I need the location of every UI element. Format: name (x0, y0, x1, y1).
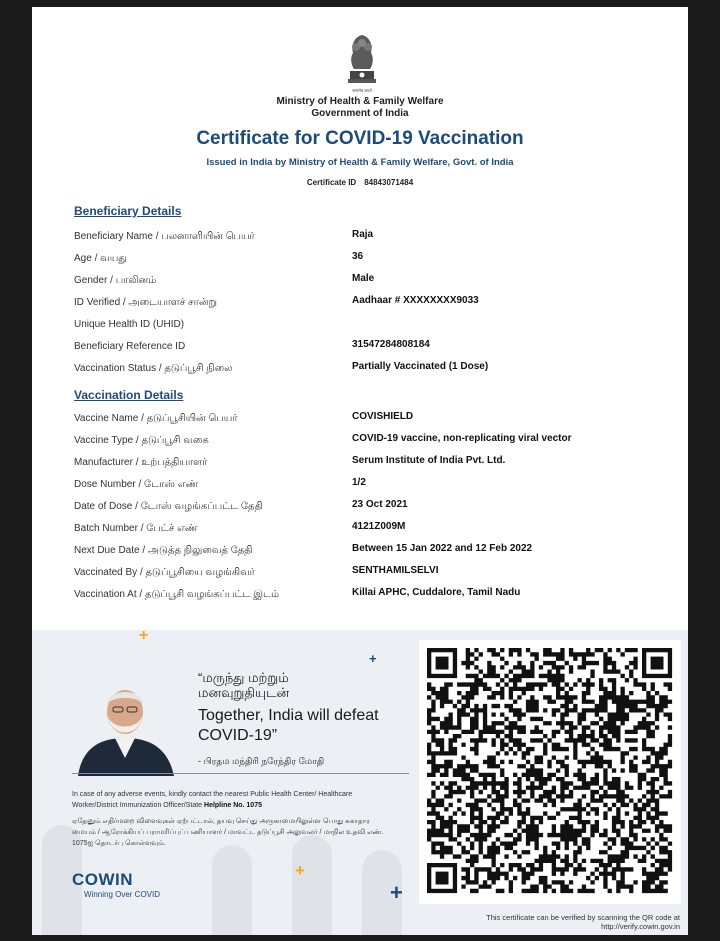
field-value: 1/2 (352, 477, 366, 488)
quote-tamil-line2: மனவுறுதியுடன் (198, 685, 290, 700)
beneficiary-row (74, 297, 674, 315)
field-label: Vaccination At / தடுப்பூசி வழங்கப்பட்ட இடம் (74, 589, 279, 600)
beneficiary-row (74, 275, 674, 293)
qr-finder-center (436, 872, 449, 885)
beneficiary-row (74, 231, 674, 249)
field-label: Beneficiary Reference ID (74, 341, 186, 352)
vaccination-section-title: Vaccination Details (74, 388, 184, 402)
field-label: Gender / பாலினம் (74, 275, 157, 286)
ministry-name: Ministry of Health & Family Welfare (276, 96, 444, 107)
field-label: Date of Dose / டோஸ் வழங்கப்பட்ட தேதி (74, 501, 263, 512)
field-label: Vaccinated By / தடுப்பூசியை வழங்கிவர் (74, 567, 255, 578)
plus-decoration-icon: + (139, 630, 149, 644)
field-value: Killai APHC, Cuddalore, Tamil Nadu (352, 587, 521, 598)
cowin-logo-text: COWIN (72, 870, 134, 889)
government-name: Government of India (311, 108, 409, 119)
national-emblem-icon (342, 31, 382, 97)
beneficiary-row (74, 363, 674, 381)
vaccination-row (74, 413, 674, 431)
plus-decoration-icon: + (390, 880, 403, 905)
field-label: Next Due Date / அடுத்த நிலுவைத் தேதி (74, 545, 253, 556)
field-value: 4121Z009M (352, 521, 406, 532)
qr-finder-center (436, 657, 449, 670)
vaccination-row (74, 523, 674, 541)
cowin-tagline: Winning Over COVID (84, 890, 161, 899)
field-value: COVID-19 vaccine, non-replicating viral vector (352, 433, 572, 444)
ministry-heading (32, 96, 688, 120)
vaccination-row (74, 567, 674, 585)
emblem-motto: सत्यमेव जयते (352, 88, 372, 93)
quote-english-line2: COVID-19” (198, 727, 278, 744)
field-value: Raja (352, 229, 374, 240)
field-value: 31547284808184 (352, 339, 430, 350)
beneficiary-row (74, 253, 674, 271)
field-label: Beneficiary Name / பலனாளியின் பெயர் (74, 231, 255, 242)
adverse-events-notice (72, 789, 392, 849)
field-value: SENTHAMILSELVI (352, 565, 439, 576)
field-label: Age / வயது (74, 253, 127, 264)
qr-finder-center (651, 657, 664, 670)
background-figure (292, 835, 332, 935)
field-label: Manufacturer / உற்பத்தியாளர் (74, 457, 208, 468)
plus-decoration-icon: + (369, 651, 377, 666)
notice-english: In case of any adverse events, kindly contact the nearest Public Health Center/ Healthcare Worker/District Immunization Officer/State (72, 791, 353, 809)
notice-tamil: ஏதேனும் எதிர்மறை விளைவுகள் ஏற்பட்டால், தயவு செய்து அருகாமையிலுள்ள பொது சுகாதார மையம் / ஆரோக்கியப் பராமரிப்புப் பணியாளர் / மாவட்ட தடுப்பூசி அலுவலர் / மாநில உதவி எண். 1075ஐ தொடர்பு கொள்ளவும். (72, 818, 384, 847)
plus-decoration-icon: + (295, 861, 305, 880)
vaccination-row (74, 545, 674, 563)
background-figure (212, 845, 252, 935)
field-label: Unique Health ID (UHID) (74, 319, 185, 330)
helpline-number: Helpline No. 1075 (204, 802, 262, 809)
vaccination-row (74, 457, 674, 475)
field-value: 23 Oct 2021 (352, 499, 408, 510)
certificate-footer (32, 630, 688, 935)
field-value: Serum Institute of India Pvt. Ltd. (352, 455, 506, 466)
divider (72, 773, 409, 774)
field-label: Batch Number / பேட்ச் எண் (74, 523, 198, 534)
beneficiary-row (74, 341, 674, 359)
certificate-id-label: Certificate ID (306, 178, 357, 187)
quote-block (198, 670, 428, 768)
vaccination-row (74, 589, 674, 607)
certificate-id-value: 84843071484 (364, 178, 414, 187)
field-label: ID Verified / அடையாளச் சான்று (74, 297, 217, 308)
beneficiary-row (74, 319, 674, 337)
field-label: Vaccination Status / தடுப்பூசி நிலை (74, 363, 233, 374)
field-value: Partially Vaccinated (1 Dose) (352, 361, 489, 372)
field-label: Vaccine Name / தடுப்பூசியின் பெயர் (74, 413, 238, 424)
certificate-title: Certificate for COVID-19 Vaccination (196, 128, 524, 149)
vaccination-row (74, 501, 674, 519)
vaccination-row (74, 479, 674, 497)
field-label: Vaccine Type / தடுப்பூசி வகை (74, 435, 209, 446)
field-value: Between 15 Jan 2022 and 12 Feb 2022 (352, 543, 533, 554)
quote-english-line1: Together, India will defeat (198, 707, 379, 724)
field-value: 36 (352, 251, 364, 262)
certificate-sheet (32, 7, 688, 935)
certificate-id (32, 178, 688, 187)
verification-note: This certificate can be verified by scanning the QR code at http://verify.cowin.gov.in (486, 913, 680, 931)
beneficiary-section-title: Beneficiary Details (74, 204, 182, 218)
field-value: COVISHIELD (352, 411, 414, 422)
cowin-logo (72, 870, 160, 899)
quote-tamil-line1: “மருந்து மற்றும் (198, 670, 289, 685)
qr-code (419, 640, 681, 904)
quote-attribution: - பிரதம மந்திரி நரேந்திர மோதி (198, 756, 325, 766)
field-value: Male (352, 273, 375, 284)
field-value: Aadhaar # XXXXXXXX9033 (352, 295, 479, 306)
portrait-image (72, 676, 178, 776)
field-label: Dose Number / டோஸ் எண் (74, 479, 199, 490)
certificate-subtitle: Issued in India by Ministry of Health & Family Welfare, Govt. of India (206, 157, 514, 168)
vaccination-row (74, 435, 674, 453)
